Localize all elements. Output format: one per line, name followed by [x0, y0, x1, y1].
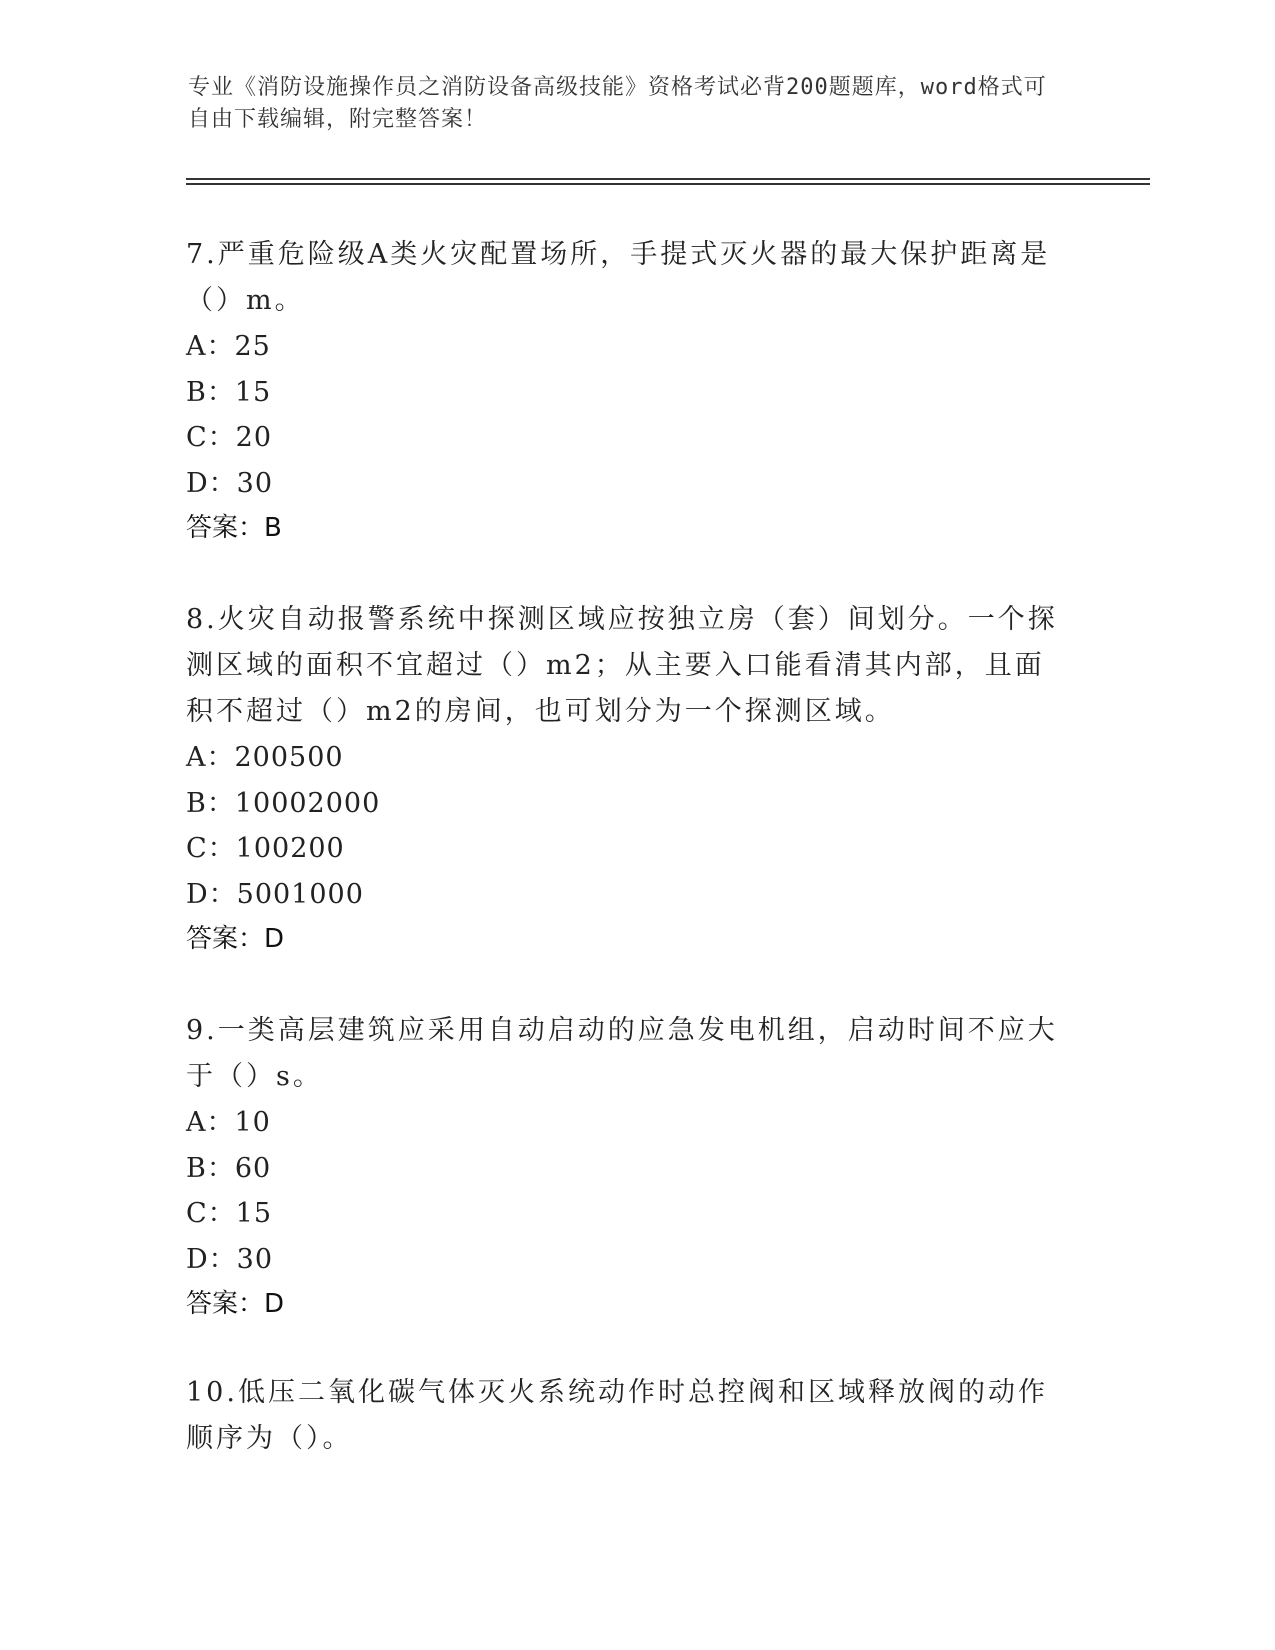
document-header: 专业《消防设施操作员之消防设备高级技能》资格考试必背200题题库，word格式可自由下载编辑，附完整答案！	[188, 75, 1047, 132]
question-stem: 7.严重危险级A类火灾配置场所，手提式灭火器的最大保护距离是（）m。	[186, 239, 1051, 316]
option-d: D：30	[186, 467, 274, 499]
header-divider-bottom	[186, 183, 1150, 185]
question-stem: 8.火灾自动报警系统中探测区域应按独立房（套）间划分。一个探测区域的面积不宜超过（）m2；从主要入口能看清其内部，且面积不超过（）m2的房间，也可划分为一个探测区域。	[186, 604, 1058, 727]
question-stem: 9.一类高层建筑应采用自动启动的应急发电机组，启动时间不应大于（）s。	[186, 1015, 1058, 1092]
option-b: B：60	[186, 1152, 272, 1184]
option-d: D：30	[186, 1243, 274, 1275]
option-c: C：100200	[186, 833, 345, 865]
option-d: D：5001000	[186, 878, 364, 910]
option-a: A：25	[186, 331, 271, 362]
question-10	[186, 1370, 1066, 1462]
option-c: C：15	[186, 1198, 273, 1230]
question-8	[186, 597, 1066, 961]
option-c: C：20	[186, 422, 273, 454]
answer: 答案：D	[186, 924, 285, 955]
question-9	[186, 1008, 1066, 1326]
question-7	[186, 232, 1066, 550]
option-a: A：10	[186, 1107, 271, 1138]
option-a: A：200500	[186, 742, 344, 773]
option-b: B：10002000	[186, 787, 381, 819]
question-stem: 10.低压二氧化碳气体灭火系统动作时总控阀和区域释放阀的动作顺序为（）。	[186, 1377, 1048, 1454]
option-b: B：15	[186, 376, 272, 408]
answer: 答案：D	[186, 1289, 285, 1320]
header-divider-top	[186, 178, 1150, 180]
answer: 答案：B	[186, 513, 282, 544]
